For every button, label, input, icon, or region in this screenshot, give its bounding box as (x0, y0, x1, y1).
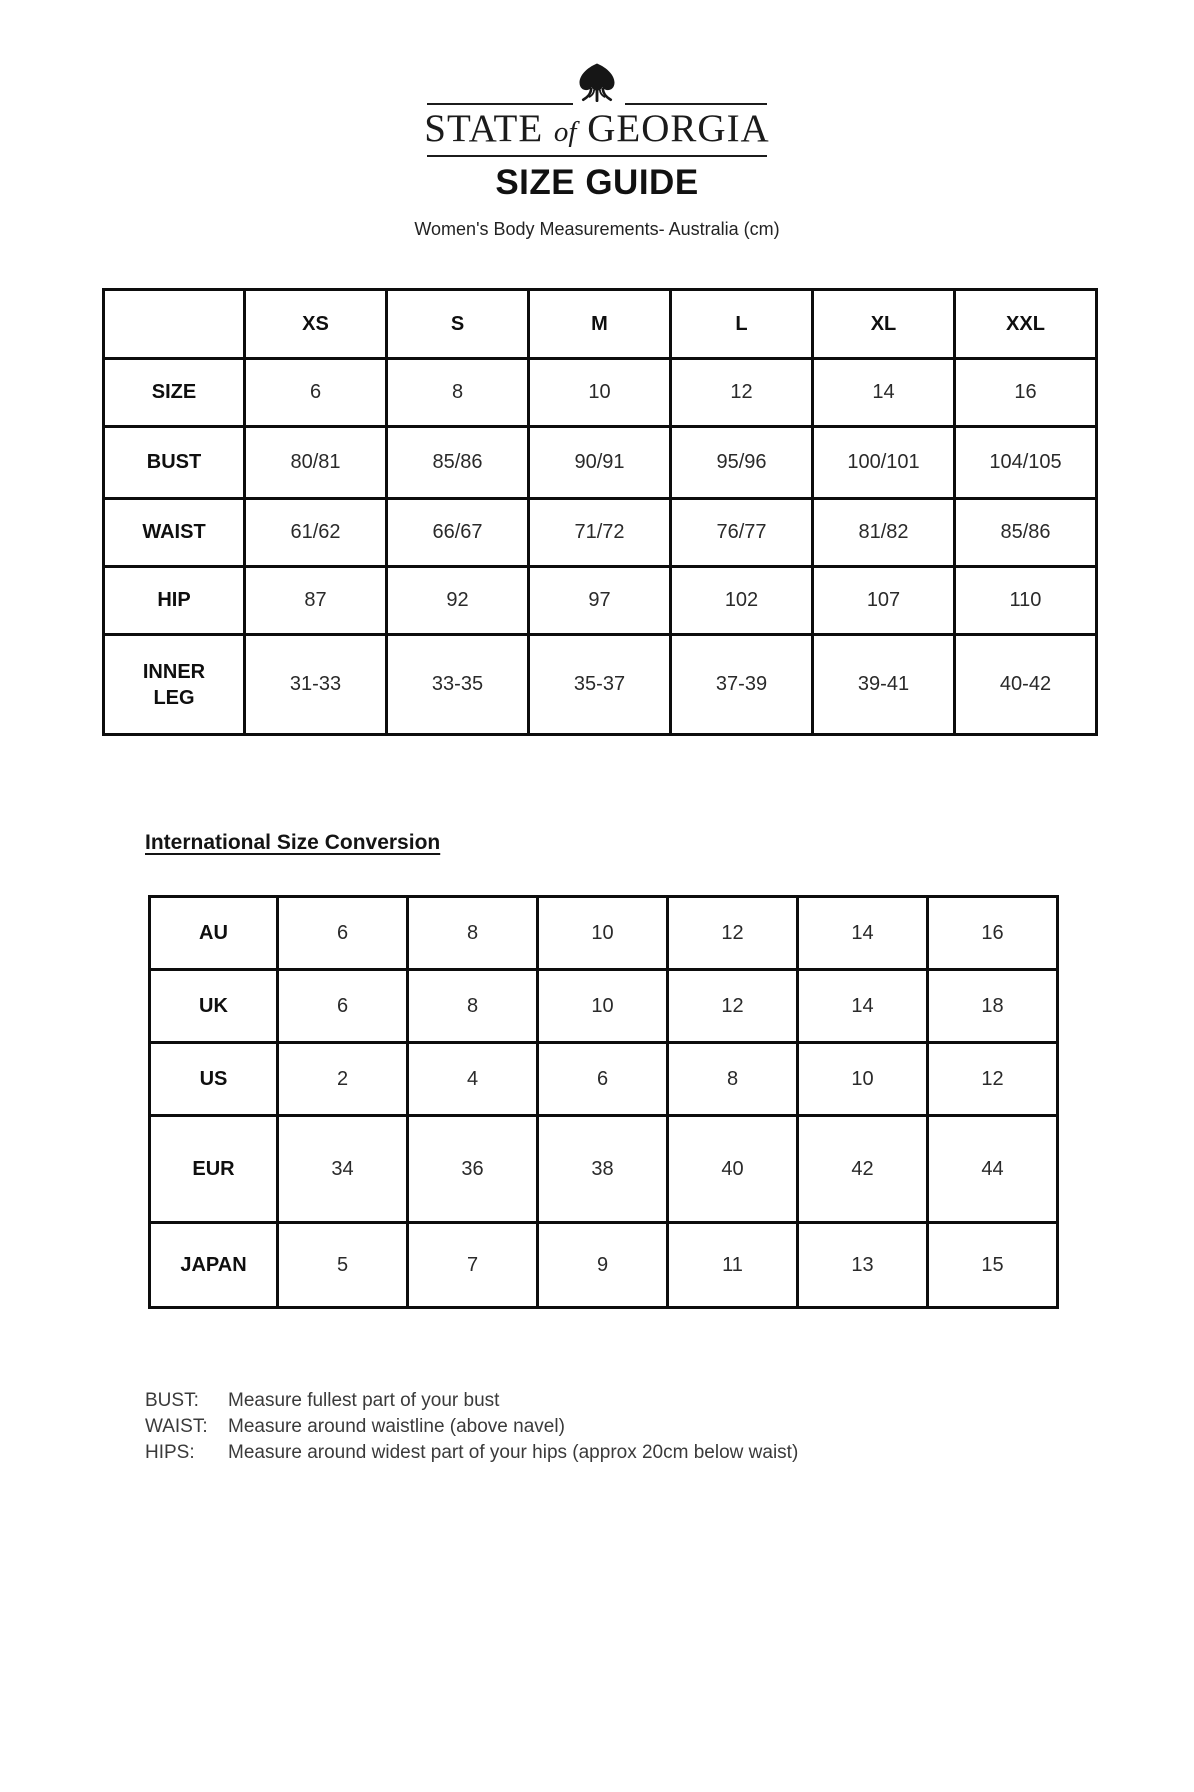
size-col-header: L (671, 290, 813, 359)
brand-name-left: STATE (424, 107, 544, 150)
table-cell: 42 (798, 1116, 928, 1223)
size-col-header: S (387, 290, 529, 359)
table-row (104, 567, 1097, 635)
table-cell: 6 (278, 970, 408, 1043)
note-waist (145, 1414, 798, 1440)
table-cell: 36 (408, 1116, 538, 1223)
table-cell: 8 (668, 1043, 798, 1116)
table-cell: 10 (538, 897, 668, 970)
table-row (104, 635, 1097, 735)
conversion-heading: International Size Conversion (145, 831, 441, 854)
size-col-header: XS (245, 290, 387, 359)
table-cell: 12 (928, 1043, 1058, 1116)
table-cell: 7 (408, 1223, 538, 1308)
table-cell: 37-39 (671, 635, 813, 735)
table-cell: 107 (813, 567, 955, 635)
row-label: AU (150, 897, 278, 970)
note-hips (145, 1440, 798, 1466)
row-label: UK (150, 970, 278, 1043)
table-cell: 15 (928, 1223, 1058, 1308)
table-cell: 95/96 (671, 427, 813, 499)
table-cell: 8 (387, 359, 529, 427)
note-label: HIPS: (145, 1442, 195, 1463)
table-cell: 44 (928, 1116, 1058, 1223)
table-cell: 16 (955, 359, 1097, 427)
logo-rule-left (427, 103, 573, 105)
measurement-notes (145, 1388, 798, 1466)
logo-rule-bottom (427, 155, 767, 157)
measurement-header-row (104, 290, 1097, 359)
note-label: WAIST: (145, 1416, 208, 1437)
table-cell: 85/86 (955, 499, 1097, 567)
table-cell: 80/81 (245, 427, 387, 499)
table-row (104, 427, 1097, 499)
table-cell: 10 (798, 1043, 928, 1116)
table-cell: 76/77 (671, 499, 813, 567)
table-cell: 5 (278, 1223, 408, 1308)
table-cell: 13 (798, 1223, 928, 1308)
table-cell: 11 (668, 1223, 798, 1308)
table-cell: 71/72 (529, 499, 671, 567)
table-cell: 61/62 (245, 499, 387, 567)
table-cell: 104/105 (955, 427, 1097, 499)
table-row (150, 970, 1058, 1043)
table-row (150, 1116, 1058, 1223)
table-cell: 100/101 (813, 427, 955, 499)
table-cell: 31-33 (245, 635, 387, 735)
brand-name-right: GEORGIA (587, 107, 770, 150)
size-col-header: M (529, 290, 671, 359)
table-cell: 10 (529, 359, 671, 427)
table-cell: 8 (408, 897, 538, 970)
table-cell: 110 (955, 567, 1097, 635)
table-cell: 90/91 (529, 427, 671, 499)
table-cell: 33-35 (387, 635, 529, 735)
note-text: Measure around waistline (above navel) (228, 1416, 565, 1437)
logo-rule-right (625, 103, 767, 105)
table-cell: 8 (408, 970, 538, 1043)
row-label: WAIST (104, 499, 245, 567)
tree-logo-icon (572, 62, 622, 110)
table-cell: 40-42 (955, 635, 1097, 735)
table-row (150, 897, 1058, 970)
table-cell: 6 (245, 359, 387, 427)
row-label: HIP (104, 567, 245, 635)
row-label: INNER LEG (104, 635, 245, 735)
row-label: EUR (150, 1116, 278, 1223)
brand-logo (427, 62, 767, 110)
table-cell: 6 (538, 1043, 668, 1116)
table-cell: 12 (668, 970, 798, 1043)
table-cell: 14 (798, 970, 928, 1043)
table-cell: 97 (529, 567, 671, 635)
brand-name-of: of (553, 116, 577, 148)
table-row (104, 499, 1097, 567)
table-row (150, 1223, 1058, 1308)
table-cell: 16 (928, 897, 1058, 970)
table-cell: 66/67 (387, 499, 529, 567)
table-row (104, 359, 1097, 427)
note-text: Measure around widest part of your hips (approx 20cm below waist) (228, 1442, 799, 1463)
table-cell: 81/82 (813, 499, 955, 567)
table-cell: 18 (928, 970, 1058, 1043)
row-label: BUST (104, 427, 245, 499)
note-label: BUST: (145, 1390, 199, 1411)
table-cell: 38 (538, 1116, 668, 1223)
row-label: US (150, 1043, 278, 1116)
brand-name (0, 106, 1194, 151)
table-cell: 92 (387, 567, 529, 635)
row-label: SIZE (104, 359, 245, 427)
table-cell: 12 (671, 359, 813, 427)
table-cell: 14 (813, 359, 955, 427)
table-cell: 14 (798, 897, 928, 970)
table-cell: 10 (538, 970, 668, 1043)
table-cell: 6 (278, 897, 408, 970)
table-cell: 2 (278, 1043, 408, 1116)
table-cell: 39-41 (813, 635, 955, 735)
table-cell: 12 (668, 897, 798, 970)
table-cell: 87 (245, 567, 387, 635)
table-cell: 85/86 (387, 427, 529, 499)
measurement-table (102, 288, 1098, 736)
conversion-table (148, 895, 1059, 1309)
table-cell: 40 (668, 1116, 798, 1223)
note-text: Measure fullest part of your bust (228, 1390, 500, 1411)
table-cell: 34 (278, 1116, 408, 1223)
table-cell: 4 (408, 1043, 538, 1116)
note-bust (145, 1388, 798, 1414)
page-subtitle: Women's Body Measurements- Australia (cm) (414, 219, 780, 239)
size-col-header: XXL (955, 290, 1097, 359)
row-label: JAPAN (150, 1223, 278, 1308)
page-title: SIZE GUIDE (495, 163, 699, 202)
table-cell: 9 (538, 1223, 668, 1308)
size-col-header: XL (813, 290, 955, 359)
table-row (150, 1043, 1058, 1116)
table-cell: 102 (671, 567, 813, 635)
corner-cell (104, 290, 245, 359)
table-cell: 35-37 (529, 635, 671, 735)
